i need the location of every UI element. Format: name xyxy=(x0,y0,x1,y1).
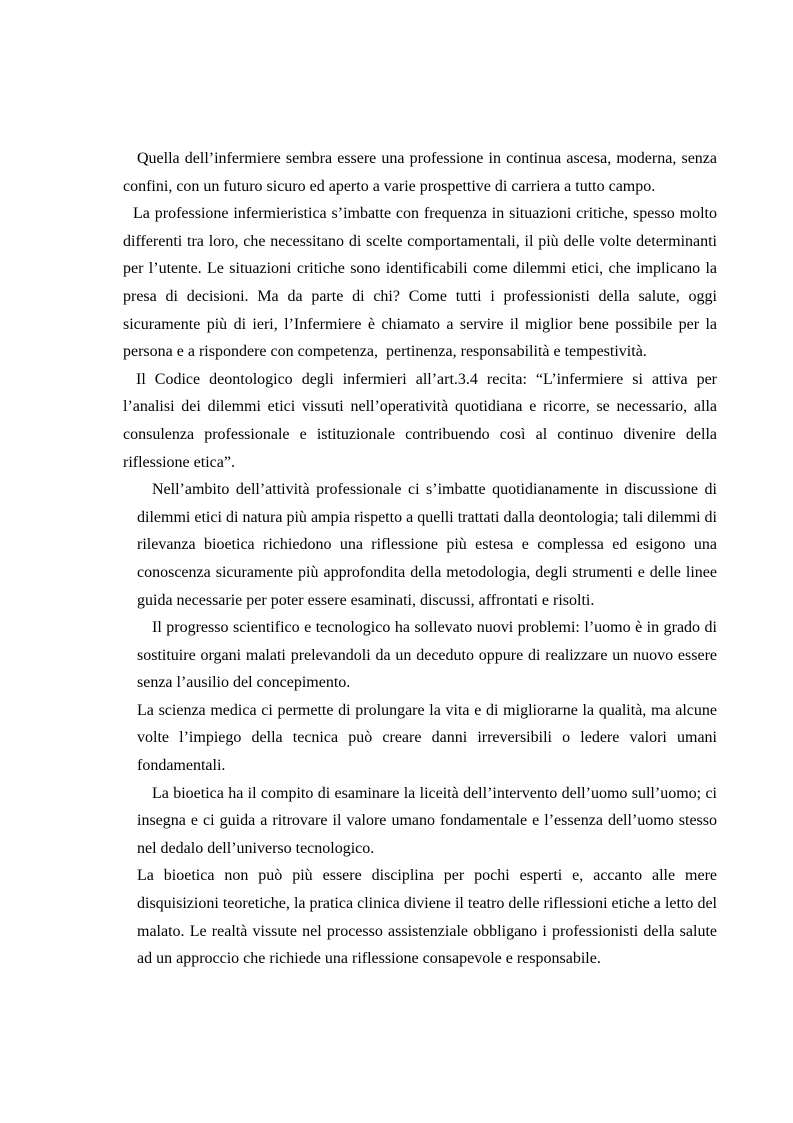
text-line: ad un approccio che richiede una riflessione consapevole e responsabile. xyxy=(137,950,601,968)
text-line: differenti tra loro, che necessitano di scelte comportamentali, il più delle volte determinanti xyxy=(123,232,717,250)
text-line: senza l’ausilio del concepimento. xyxy=(137,674,351,692)
paragraph-1 xyxy=(123,145,717,200)
text-line: persona e a rispondere con competenza, pertinenza, responsabilità e tempestività. xyxy=(123,343,647,361)
text-line: consulenza professionale e istituzionale contribuendo così al continuo divenire della xyxy=(123,425,717,443)
text-line: l’analisi dei dilemmi etici vissuti nell’operatività quotidiana e ricorre, se necessario, alla xyxy=(123,398,717,416)
text-line: conoscenza sicuramente più approfondita della metodologia, degli strumenti e delle linee xyxy=(137,563,717,581)
text-line: sostituire organi malati prelevandoli da un deceduto oppure di realizzare un nuovo essere xyxy=(137,646,717,664)
document-body xyxy=(0,145,793,973)
text-line: Il Codice deontologico degli infermieri all’art.3.4 recita: “L’infermiere si attiva per xyxy=(136,370,717,388)
text-line: La professione infermieristica s’imbatte con frequenza in situazioni critiche, spesso molto xyxy=(133,205,717,223)
text-line: dilemmi etici di natura più ampia rispetto a quelli trattati dalla deontologia; tali dilemmi di xyxy=(137,508,717,526)
paragraph-8 xyxy=(137,862,717,972)
paragraph-2 xyxy=(123,200,717,366)
text-line: volte l’impiego della tecnica può creare danni irreversibili o ledere valori umani xyxy=(137,729,717,747)
text-line: Il progresso scientifico e tecnologico ha sollevato nuovi problemi: l’uomo è in grado di xyxy=(152,619,717,637)
paragraph-6 xyxy=(137,697,717,780)
text-line: riflessione etica”. xyxy=(123,453,235,471)
text-line: La bioetica ha il compito di esaminare la liceità dell’intervento dell’uomo sull’uomo; ci xyxy=(152,784,717,802)
text-line: nel dedalo dell’universo tecnologico. xyxy=(137,839,375,857)
text-line: La scienza medica ci permette di prolungare la vita e di migliorarne la qualità, ma alcune xyxy=(137,701,717,719)
text-line: insegna e ci guida a ritrovare il valore umano fondamentale e l’essenza dell’uomo stesso xyxy=(137,812,717,830)
text-line: disquisizioni teoretiche, la pratica clinica diviene il teatro delle riflessioni etiche a letto del xyxy=(137,895,717,913)
text-line: per l’utente. Le situazioni critiche sono identificabili come dilemmi etici, che implicano la xyxy=(123,260,717,278)
text-line: malato. Le realtà vissute nel processo assistenziale obbligano i professionisti della salute xyxy=(137,922,717,940)
text-line: confini, con un futuro sicuro ed aperto a varie prospettive di carriera a tutto campo. xyxy=(123,177,656,195)
paragraph-7 xyxy=(137,780,717,863)
text-line: presa di decisioni. Ma da parte di chi? Come tutti i professionisti della salute, oggi xyxy=(123,287,717,305)
text-line: La bioetica non può più essere disciplina per pochi esperti e, accanto alle mere xyxy=(137,867,717,885)
paragraph-3 xyxy=(123,366,717,476)
text-line: sicuramente più di ieri, l’Infermiere è chiamato a servire il miglior bene possibile per la xyxy=(123,315,717,333)
paragraph-4 xyxy=(137,476,717,614)
paragraph-5 xyxy=(137,614,717,697)
text-line: guida necessarie per poter essere esaminati, discussi, affrontati e risolti. xyxy=(137,591,595,609)
text-line: fondamentali. xyxy=(137,757,226,775)
text-line: Quella dell’infermiere sembra essere una professione in continua ascesa, moderna, senza xyxy=(137,150,717,167)
text-line: Nell’ambito dell’attività professionale ci s’imbatte quotidianamente in discussione di xyxy=(152,481,717,499)
text-line: rilevanza bioetica richiedono una riflessione più estesa e complessa ed esigono una xyxy=(137,536,717,554)
